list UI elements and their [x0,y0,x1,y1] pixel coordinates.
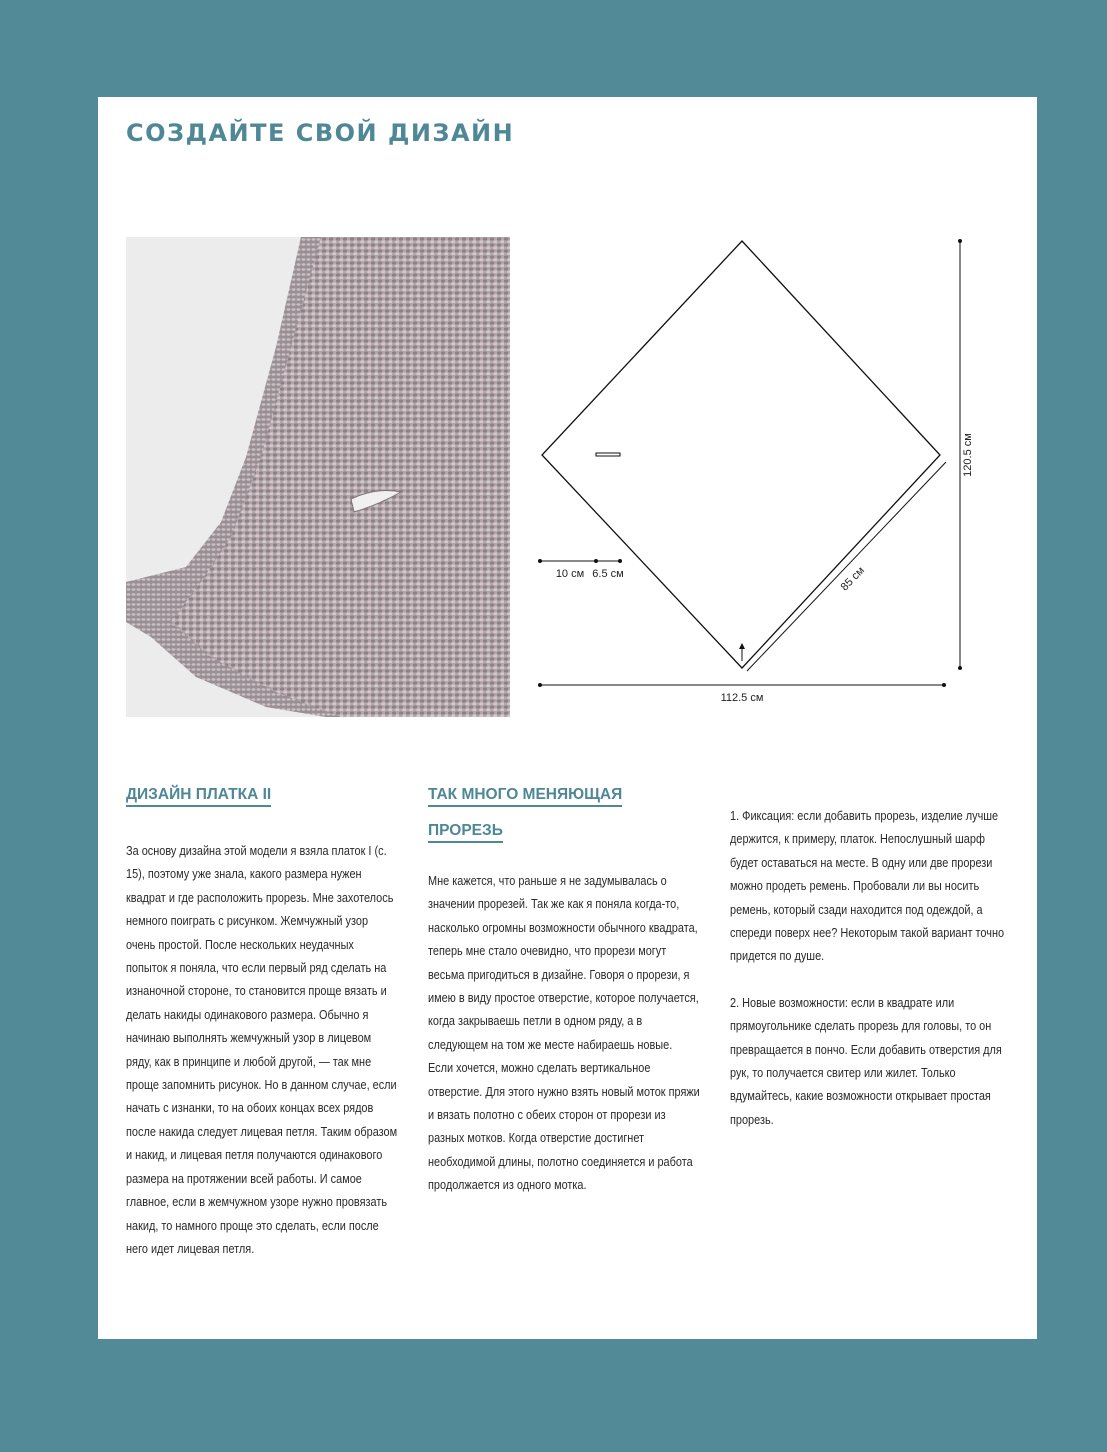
section-heading-line2: ПРОРЕЗЬ [428,822,503,843]
shawl-outline [542,241,940,668]
page-title: СОЗДАЙТЕ СВОЙ ДИЗАЙН [126,119,515,147]
side-label: 85 см [838,564,868,594]
column-slit [428,777,700,1197]
shawl-schematic [528,227,988,717]
height-label: 120.5 см [962,433,974,477]
section-heading-line1: ТАК МНОГО МЕНЯЮЩАЯ [428,786,622,807]
point-new-possibilities: 2. Новые возможности: если в квадрате или прямоугольнике сделать прорезь для головы, то он превращается в пончо. Если добавить отверстия для рук, то получается свитер или жилет. Только вдумайтесь, какие возможности открывает простая прорезь. [730,994,1002,1127]
side-dimension-line [747,462,946,671]
point-fixation: 1. Фиксация: если добавить прорезь, изделие лучше держится, к примеру, платок. Непослушный шарф будет оставаться на месте. В одну или две прорези можно продеть ремень. Пробовали ли вы носить ремень, который сзади находится под одеждой, а спереди поверх нее? Некоторым такой вариант точно придется по душе. [730,808,1005,964]
knitted-shawl-photo [126,237,510,717]
section-heading: ДИЗАЙН ПЛАТКА II [126,786,271,807]
slit-length-label: 6.5 см [592,568,624,580]
section-text: За основу дизайна этой модели я взяла платок I (с. 15), поэтому уже знала, какого размера нужен квадрат и где расположить прорезь. Мне захотелось немного поиграть с рисунком. Жемчужный узор очень простой. После нескольких неудачных попыток я поняла, что если первый ряд сделать на изнаночной стороне, то становится проще вязать и делать накиды одинакового размера. Обычно я начинаю выполнять жемчужный узор в лицевом ряду, как в принципе и любой другой, — так мне проще запомнить рисунок. Но в данном случае, если начать с изнанки, то на обоих концах всех рядов после накида следует лицевая петля. Таким образом и накид, и лицевая петля получаются одинакового размера на протяжении всей работы. И самое главное, если в жемчужном узоре нужно провязать накид, то намного проще это сделать, если после него идет лицевая петля. [126,843,398,1256]
section-text: Мне кажется, что раньше я не задумывалась о значении прорезей. Так же как я поняла когда-то, насколько огромны возможности обычного квадрата, теперь мне стало очевидно, что прорези могут весьма пригодиться в дизайне. Говоря о прорези, я имею в виду простое отверстие, которое получается, когда закрываешь петли в одном ряду, а в следующем на том же месте набираешь новые. Если хочется, можно сделать вертикальное отверстие. Для этого нужно взять новый моток пряжи и вязать полотно с обеих сторон от прорези из разных мотков. Когда отверстие достигнет необходимой длины, полотно соединяется и работа продолжается из одного мотка. [428,873,700,1193]
column-points [730,804,1014,1131]
column-shawl-design [126,777,398,1260]
slit-offset-label: 10 см [555,568,585,580]
width-label: 112.5 см [720,692,764,704]
page [98,97,1037,1339]
slit-marker [596,453,620,456]
